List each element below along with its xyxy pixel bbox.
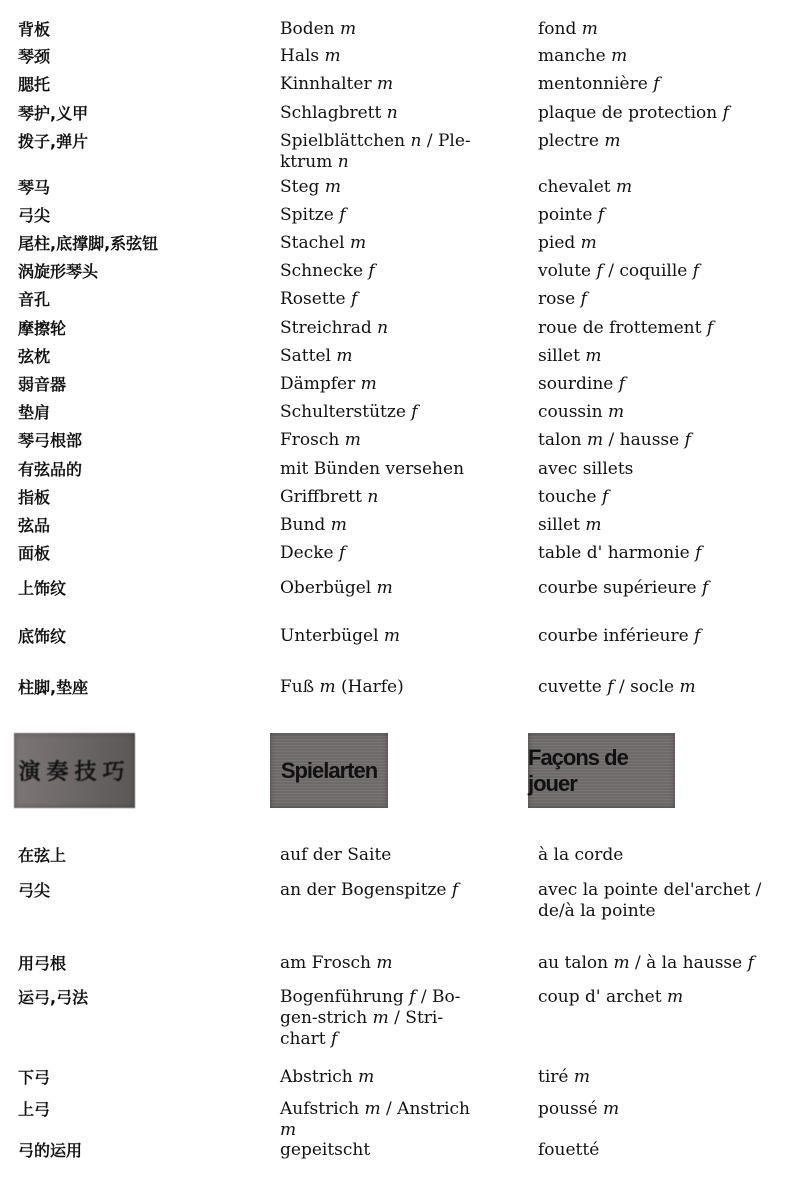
term-zh: 摩擦轮 <box>18 319 67 338</box>
term-fr: mentonnière f <box>538 74 660 94</box>
term-fr: à la corde <box>538 845 624 865</box>
term-de: Schulterstütze f <box>280 402 418 422</box>
term-zh: 底饰纹 <box>18 627 67 646</box>
term-de: Frosch m <box>280 430 361 450</box>
term-de: Rosette f <box>280 289 358 309</box>
term-fr: poussé m <box>538 1099 620 1119</box>
term-fr: pied m <box>538 233 597 253</box>
term-de: Griffbrett n <box>280 487 379 507</box>
term-fr: cuvette f / socle m <box>538 677 696 697</box>
term-de: Boden m <box>280 19 357 39</box>
term-fr: rose f <box>538 289 587 309</box>
term-zh: 弱音器 <box>18 375 67 394</box>
term-zh: 面板 <box>18 544 51 563</box>
term-fr: chevalet m <box>538 177 633 197</box>
term-de: Abstrich m <box>280 1067 375 1087</box>
term-de: Spitze f <box>280 205 346 225</box>
term-zh: 弓尖 <box>18 206 51 225</box>
term-fr: manche m <box>538 46 628 66</box>
term-zh: 弦枕 <box>18 347 51 366</box>
term-fr: au talon m / à la hausse f <box>538 953 754 973</box>
term-zh: 有弦品的 <box>18 460 83 479</box>
term-zh: 琴弓根部 <box>18 431 83 450</box>
term-zh: 上弓 <box>18 1100 51 1119</box>
term-zh: 垫肩 <box>18 403 51 422</box>
term-zh: 尾柱,底撑脚,系弦钮 <box>18 234 159 253</box>
term-de: Kinnhalter m <box>280 74 394 94</box>
term-zh: 弓的运用 <box>18 1141 83 1160</box>
term-de: Bogenführung f / Bo- gen-strich m / Stri- chart f <box>280 987 461 1049</box>
term-fr: sillet m <box>538 515 602 535</box>
term-zh: 用弓根 <box>18 954 67 973</box>
term-fr: touche f <box>538 487 609 507</box>
term-fr: table d' harmonie f <box>538 543 702 563</box>
term-zh: 琴护,义甲 <box>18 104 89 123</box>
term-de: Dämpfer m <box>280 374 377 394</box>
term-zh: 拨子,弹片 <box>18 132 89 151</box>
term-de: am Frosch m <box>280 953 393 973</box>
term-fr: pointe f <box>538 205 605 225</box>
term-de: Sattel m <box>280 346 353 366</box>
term-de: Oberbügel m <box>280 578 393 598</box>
term-fr: avec la pointe del'archet / de/à la pointe <box>538 880 762 921</box>
section-header-fr: Façons de jouer <box>528 733 675 808</box>
term-fr: courbe inférieure f <box>538 626 701 646</box>
term-zh: 涡旋形琴头 <box>18 262 99 281</box>
term-de: Schnecke f <box>280 261 375 281</box>
term-de: Decke f <box>280 543 346 563</box>
term-zh: 运弓,弓法 <box>18 988 89 1007</box>
term-de: Bund m <box>280 515 347 535</box>
term-zh: 在弦上 <box>18 846 67 865</box>
term-fr: volute f / coquille f <box>538 261 700 281</box>
term-fr: sourdine f <box>538 374 626 394</box>
term-de: gepeitscht <box>280 1140 371 1160</box>
term-fr: sillet m <box>538 346 602 366</box>
term-zh: 背板 <box>18 20 51 39</box>
term-zh: 音孔 <box>18 290 51 309</box>
term-de: Hals m <box>280 46 341 66</box>
term-fr: tiré m <box>538 1067 590 1087</box>
term-de: auf der Saite <box>280 845 392 865</box>
term-fr: courbe supérieure f <box>538 578 709 598</box>
term-zh: 弦品 <box>18 516 51 535</box>
term-fr: avec sillets <box>538 459 634 479</box>
term-fr: fouetté <box>538 1140 600 1160</box>
term-zh: 弓尖 <box>18 881 51 900</box>
term-de: Unterbügel m <box>280 626 401 646</box>
term-fr: fond m <box>538 19 598 39</box>
term-zh: 上饰纹 <box>18 579 67 598</box>
term-fr: plaque de protection f <box>538 103 729 123</box>
term-de: Aufstrich m / Anstrich m <box>280 1099 470 1140</box>
term-fr: coussin m <box>538 402 625 422</box>
term-zh: 琴马 <box>18 178 51 197</box>
term-fr: roue de frottement f <box>538 318 714 338</box>
term-de: mit Bünden versehen <box>280 459 465 479</box>
term-de: Spielblättchen n / Ple- ktrum n <box>280 131 471 172</box>
term-de: an der Bogenspitze f <box>280 880 459 900</box>
term-de: Schlagbrett n <box>280 103 398 123</box>
term-zh: 下弓 <box>18 1068 51 1087</box>
term-fr: talon m / hausse f <box>538 430 691 450</box>
term-zh: 琴颈 <box>18 47 51 66</box>
section-header-de: Spielarten <box>270 733 388 808</box>
term-de: Stachel m <box>280 233 367 253</box>
term-zh: 柱脚,垫座 <box>18 678 89 697</box>
section-header-zh: 演奏技巧 <box>14 733 135 808</box>
term-zh: 腮托 <box>18 75 51 94</box>
term-de: Streichrad n <box>280 318 389 338</box>
term-de: Steg m <box>280 177 341 197</box>
term-zh: 指板 <box>18 488 51 507</box>
term-fr: coup d' archet m <box>538 987 684 1007</box>
term-fr: plectre m <box>538 131 621 151</box>
term-de: Fuß m (Harfe) <box>280 677 404 697</box>
